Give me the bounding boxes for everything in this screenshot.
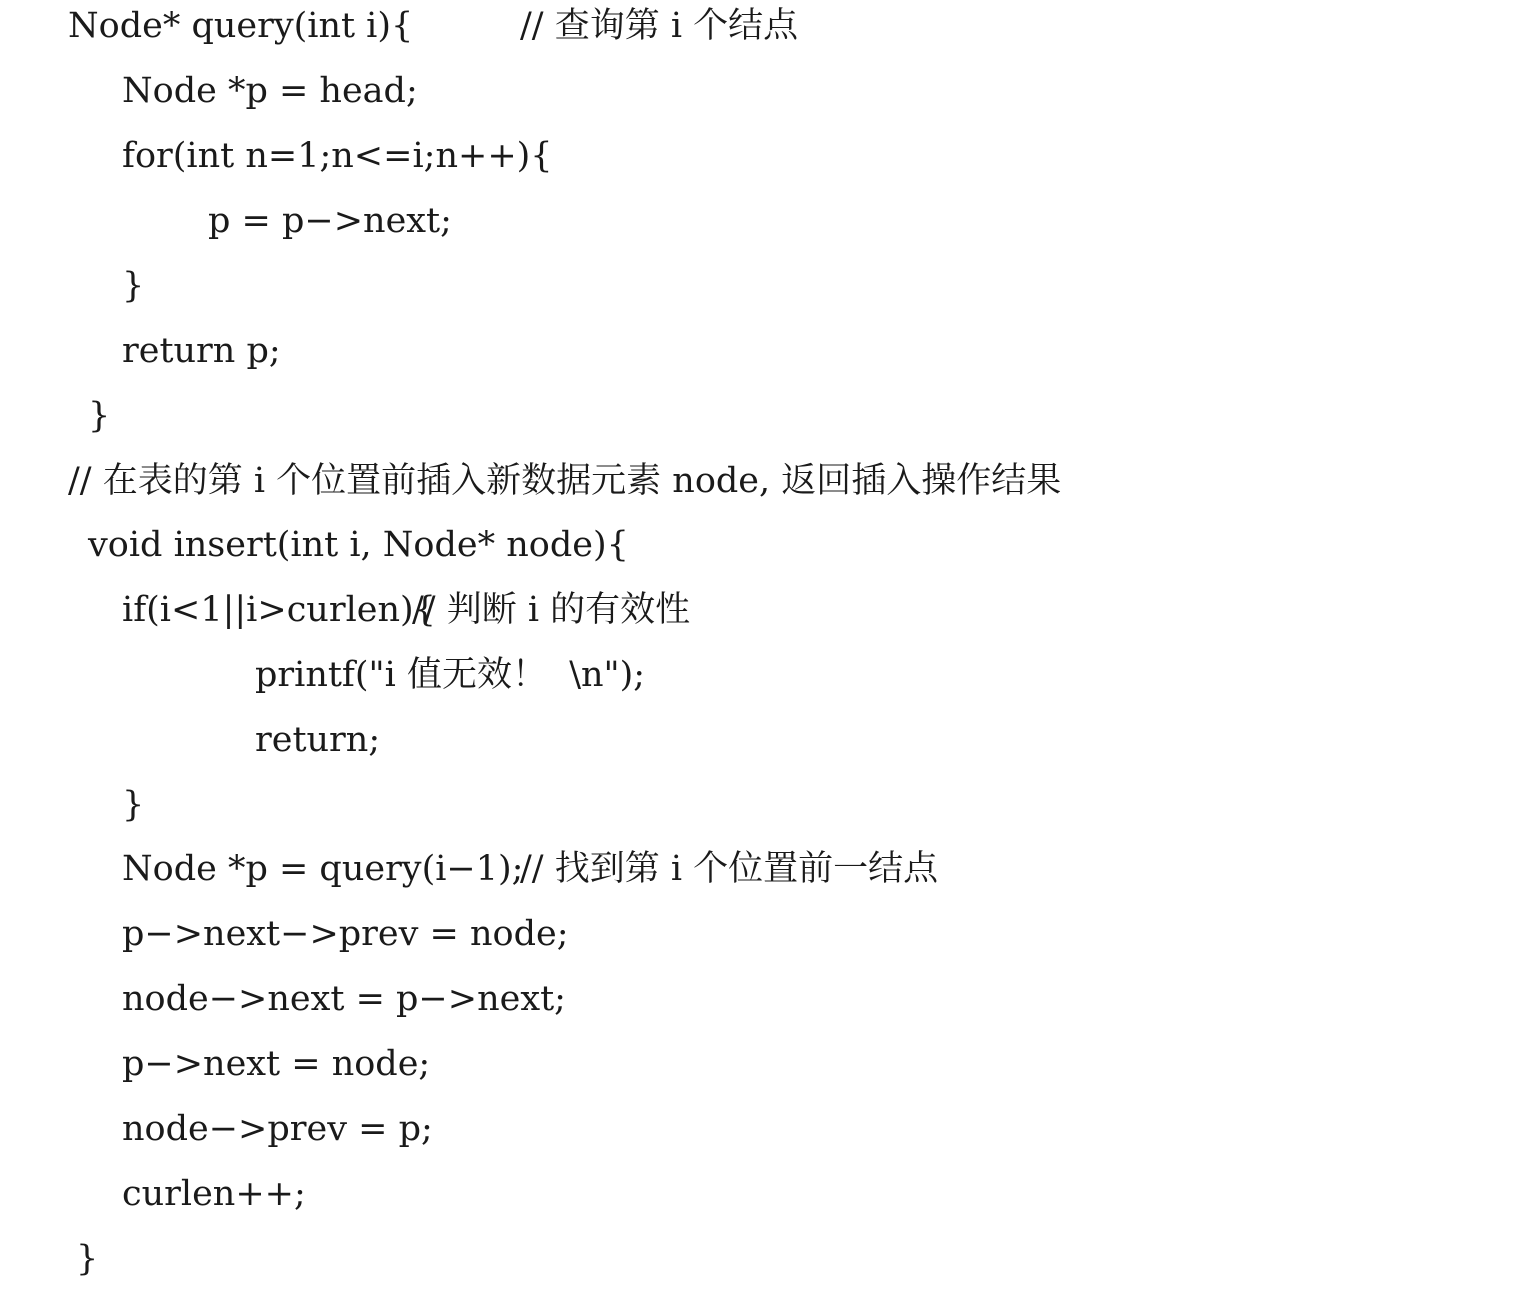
code-line-20: }: [76, 1239, 99, 1279]
code-comment-10: // 判断 i 的有效性: [412, 590, 691, 630]
code-comment-14: // 找到第 i 个位置前一结点: [520, 849, 939, 889]
code-line-2: Node *p = head;: [122, 71, 418, 111]
code-line-14: Node *p = query(i−1);: [122, 849, 524, 889]
code-line-13: }: [122, 785, 145, 825]
code-line-8: // 在表的第 i 个位置前插入新数据元素 node, 返回插入操作结果: [68, 461, 1062, 501]
code-line-5: }: [122, 266, 145, 306]
code-line-17: p−>next = node;: [122, 1044, 431, 1084]
code-line-15: p−>next−>prev = node;: [122, 914, 569, 954]
code-line-4: p = p−>next;: [208, 201, 452, 241]
code-line-18: node−>prev = p;: [122, 1109, 433, 1149]
code-line-1: Node* query(int i){: [68, 6, 414, 46]
code-line-6: return p;: [122, 331, 281, 371]
code-line-10: if(i<1||i>curlen){: [122, 590, 436, 630]
code-line-9: void insert(int i, Node* node){: [88, 525, 629, 565]
code-comment-1: // 查询第 i 个结点: [520, 6, 799, 46]
code-line-11: printf("i 值无效！ \n");: [255, 655, 646, 695]
code-line-12: return;: [255, 720, 381, 760]
code-line-16: node−>next = p−>next;: [122, 979, 566, 1019]
code-line-19: curlen++;: [122, 1174, 306, 1214]
code-line-7: }: [88, 396, 111, 436]
code-line-3: for(int n=1;n<=i;n++){: [122, 136, 553, 176]
